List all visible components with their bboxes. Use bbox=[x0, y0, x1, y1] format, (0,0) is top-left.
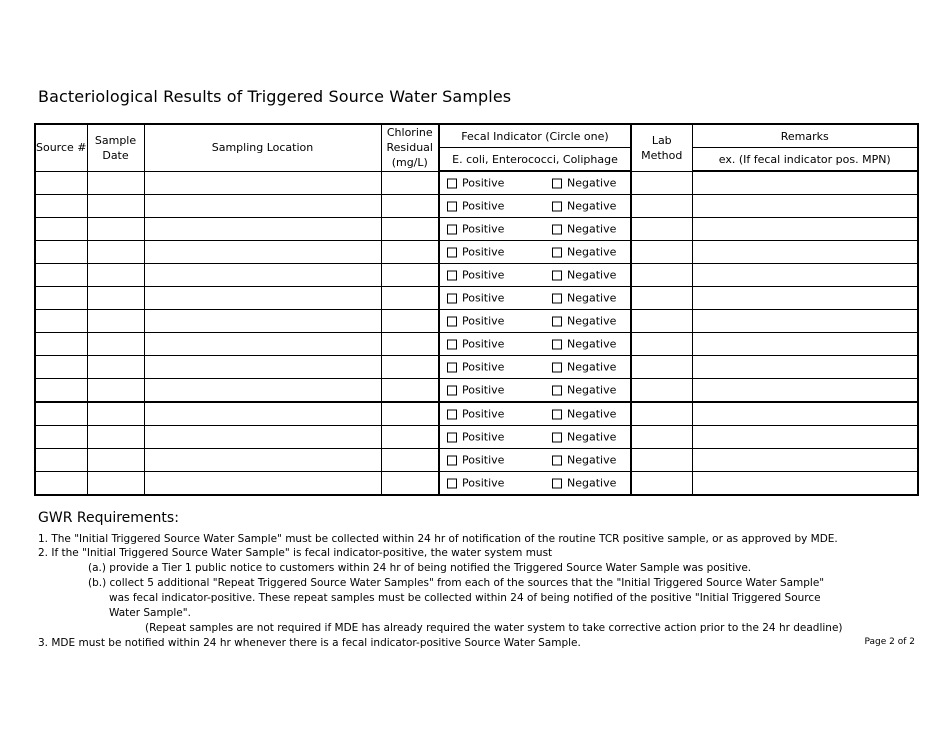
sampling-location-cell[interactable] bbox=[144, 310, 381, 333]
negative-checkbox[interactable] bbox=[552, 409, 562, 419]
chlorine-residual-cell[interactable] bbox=[381, 171, 439, 195]
chlorine-residual-cell[interactable] bbox=[381, 449, 439, 472]
requirement-2b-line1: (b.) collect 5 additional "Repeat Triggered Source Water Samples" from each of the sources that the "Initial Triggered Source Water Sample" bbox=[88, 577, 825, 589]
remarks-cell[interactable] bbox=[692, 402, 918, 426]
table-row bbox=[35, 472, 918, 496]
table-row bbox=[35, 264, 918, 287]
sample-date-cell[interactable] bbox=[87, 218, 144, 241]
positive-label: Positive bbox=[462, 314, 505, 328]
source-cell[interactable] bbox=[35, 449, 87, 472]
negative-label: Negative bbox=[567, 407, 617, 421]
requirement-2b-note: (Repeat samples are not required if MDE has already required the water system to take corrective action prior to the 24 hr deadline) bbox=[145, 622, 843, 634]
positive-checkbox[interactable] bbox=[447, 455, 457, 465]
negative-checkbox[interactable] bbox=[552, 432, 562, 442]
lab-method-cell[interactable] bbox=[631, 287, 692, 310]
remarks-cell[interactable] bbox=[692, 356, 918, 379]
requirement-2b-line2: was fecal indicator-positive. These repeat samples must be collected within 24 of being notified of the positive "Initial Triggered Source bbox=[109, 592, 821, 604]
positive-option[interactable] bbox=[447, 222, 504, 237]
positive-checkbox[interactable] bbox=[447, 432, 457, 442]
positive-option[interactable] bbox=[447, 407, 504, 422]
negative-label: Negative bbox=[567, 199, 617, 213]
negative-checkbox[interactable] bbox=[552, 362, 562, 372]
header-remarks: Remarks bbox=[692, 124, 918, 148]
fecal-indicator-cell bbox=[439, 379, 631, 403]
positive-label: Positive bbox=[462, 222, 505, 236]
negative-checkbox[interactable] bbox=[552, 270, 562, 280]
source-cell[interactable] bbox=[35, 333, 87, 356]
positive-checkbox[interactable] bbox=[447, 409, 457, 419]
negative-option[interactable] bbox=[552, 360, 616, 375]
gwr-heading: GWR Requirements: bbox=[38, 510, 179, 526]
source-cell[interactable] bbox=[35, 310, 87, 333]
negative-option[interactable] bbox=[552, 453, 616, 468]
sampling-location-cell[interactable] bbox=[144, 449, 381, 472]
table-row bbox=[35, 379, 918, 403]
remarks-cell[interactable] bbox=[692, 379, 918, 403]
positive-checkbox[interactable] bbox=[447, 201, 457, 211]
sample-date-cell[interactable] bbox=[87, 426, 144, 449]
sample-date-cell[interactable] bbox=[87, 310, 144, 333]
positive-label: Positive bbox=[462, 176, 505, 190]
source-cell[interactable] bbox=[35, 426, 87, 449]
requirement-1: 1. The "Initial Triggered Source Water Sample" must be collected within 24 hr of notification of the routine TCR positive sample, or as approved by MDE. bbox=[38, 533, 838, 545]
positive-option[interactable] bbox=[447, 476, 504, 491]
source-cell[interactable] bbox=[35, 171, 87, 195]
negative-checkbox[interactable] bbox=[552, 201, 562, 211]
chlorine-residual-cell[interactable] bbox=[381, 287, 439, 310]
positive-checkbox[interactable] bbox=[447, 478, 457, 488]
source-cell[interactable] bbox=[35, 218, 87, 241]
remarks-cell[interactable] bbox=[692, 449, 918, 472]
positive-label: Positive bbox=[462, 430, 505, 444]
negative-checkbox[interactable] bbox=[552, 293, 562, 303]
negative-label: Negative bbox=[567, 291, 617, 305]
results-table bbox=[34, 123, 919, 496]
positive-checkbox[interactable] bbox=[447, 293, 457, 303]
negative-checkbox[interactable] bbox=[552, 339, 562, 349]
negative-option[interactable] bbox=[552, 245, 616, 260]
requirement-2a: (a.) provide a Tier 1 public notice to customers within 24 hr of being notified the Triggered Source Water Sample was positive. bbox=[88, 562, 752, 574]
sampling-location-cell[interactable] bbox=[144, 287, 381, 310]
header-sample-date: Sample Date bbox=[87, 124, 144, 171]
sampling-location-cell[interactable] bbox=[144, 171, 381, 195]
positive-option[interactable] bbox=[447, 176, 504, 191]
chlorine-residual-cell[interactable] bbox=[381, 472, 439, 496]
negative-checkbox[interactable] bbox=[552, 478, 562, 488]
fecal-indicator-cell bbox=[439, 449, 631, 472]
sample-date-cell[interactable] bbox=[87, 241, 144, 264]
requirement-3: 3. MDE must be notified within 24 hr whenever there is a fecal indicator-positive Source Water Sample. bbox=[38, 637, 581, 649]
remarks-cell[interactable] bbox=[692, 218, 918, 241]
positive-label: Positive bbox=[462, 453, 505, 467]
sampling-location-cell[interactable] bbox=[144, 333, 381, 356]
negative-option[interactable] bbox=[552, 222, 616, 237]
negative-label: Negative bbox=[567, 176, 617, 190]
negative-option[interactable] bbox=[552, 268, 616, 283]
sampling-location-cell[interactable] bbox=[144, 472, 381, 496]
sample-date-cell[interactable] bbox=[87, 171, 144, 195]
remarks-cell[interactable] bbox=[692, 264, 918, 287]
positive-option[interactable] bbox=[447, 291, 504, 306]
requirement-2b-line3: Water Sample". bbox=[109, 607, 191, 619]
fecal-indicator-cell bbox=[439, 195, 631, 218]
positive-checkbox[interactable] bbox=[447, 270, 457, 280]
positive-label: Positive bbox=[462, 476, 505, 490]
fecal-indicator-cell bbox=[439, 402, 631, 426]
table-row bbox=[35, 333, 918, 356]
chlorine-residual-cell[interactable] bbox=[381, 379, 439, 403]
fecal-indicator-cell bbox=[439, 287, 631, 310]
chlorine-residual-cell[interactable] bbox=[381, 218, 439, 241]
positive-checkbox[interactable] bbox=[447, 224, 457, 234]
chlorine-residual-cell[interactable] bbox=[381, 195, 439, 218]
sampling-location-cell[interactable] bbox=[144, 195, 381, 218]
negative-option[interactable] bbox=[552, 337, 616, 352]
negative-checkbox[interactable] bbox=[552, 224, 562, 234]
negative-label: Negative bbox=[567, 476, 617, 490]
chlorine-residual-cell[interactable] bbox=[381, 241, 439, 264]
positive-option[interactable] bbox=[447, 199, 504, 214]
lab-method-cell[interactable] bbox=[631, 379, 692, 403]
table-row bbox=[35, 195, 918, 218]
positive-label: Positive bbox=[462, 291, 505, 305]
chlorine-residual-cell[interactable] bbox=[381, 356, 439, 379]
sampling-location-cell[interactable] bbox=[144, 402, 381, 426]
header-chlorine-residual: Chlorine Residual (mg/L) bbox=[381, 124, 439, 171]
lab-method-cell[interactable] bbox=[631, 218, 692, 241]
negative-checkbox[interactable] bbox=[552, 178, 562, 188]
source-cell[interactable] bbox=[35, 402, 87, 426]
positive-checkbox[interactable] bbox=[447, 385, 457, 395]
lab-method-cell[interactable] bbox=[631, 195, 692, 218]
positive-option[interactable] bbox=[447, 314, 504, 329]
fecal-indicator-cell bbox=[439, 218, 631, 241]
negative-option[interactable] bbox=[552, 176, 616, 191]
positive-checkbox[interactable] bbox=[447, 247, 457, 257]
sample-date-cell[interactable] bbox=[87, 472, 144, 496]
table-body bbox=[35, 171, 918, 495]
lab-method-cell[interactable] bbox=[631, 426, 692, 449]
lab-method-cell[interactable] bbox=[631, 333, 692, 356]
positive-label: Positive bbox=[462, 199, 505, 213]
negative-label: Negative bbox=[567, 314, 617, 328]
source-cell[interactable] bbox=[35, 379, 87, 403]
negative-option[interactable] bbox=[552, 199, 616, 214]
fecal-indicator-cell bbox=[439, 310, 631, 333]
fecal-indicator-cell bbox=[439, 241, 631, 264]
positive-checkbox[interactable] bbox=[447, 339, 457, 349]
chlorine-residual-cell[interactable] bbox=[381, 310, 439, 333]
positive-option[interactable] bbox=[447, 337, 504, 352]
sample-date-cell[interactable] bbox=[87, 195, 144, 218]
table-row bbox=[35, 310, 918, 333]
negative-checkbox[interactable] bbox=[552, 316, 562, 326]
header-fecal-subheader: E. coli, Enterococci, Coliphage bbox=[439, 148, 631, 172]
positive-option[interactable] bbox=[447, 430, 504, 445]
positive-option[interactable] bbox=[447, 268, 504, 283]
remarks-cell[interactable] bbox=[692, 426, 918, 449]
fecal-indicator-cell bbox=[439, 333, 631, 356]
remarks-cell[interactable] bbox=[692, 171, 918, 195]
negative-label: Negative bbox=[567, 268, 617, 282]
positive-checkbox[interactable] bbox=[447, 178, 457, 188]
negative-option[interactable] bbox=[552, 291, 616, 306]
negative-checkbox[interactable] bbox=[552, 455, 562, 465]
requirement-2: 2. If the "Initial Triggered Source Water Sample" is fecal indicator-positive, the water system must bbox=[38, 547, 553, 559]
negative-checkbox[interactable] bbox=[552, 247, 562, 257]
negative-label: Negative bbox=[567, 245, 617, 259]
sample-date-cell[interactable] bbox=[87, 264, 144, 287]
remarks-cell[interactable] bbox=[692, 333, 918, 356]
sampling-location-cell[interactable] bbox=[144, 264, 381, 287]
remarks-cell[interactable] bbox=[692, 310, 918, 333]
sample-date-cell[interactable] bbox=[87, 333, 144, 356]
fecal-indicator-cell bbox=[439, 264, 631, 287]
header-source: Source # bbox=[35, 124, 87, 171]
table-row bbox=[35, 402, 918, 426]
lab-method-cell[interactable] bbox=[631, 264, 692, 287]
page-title: Bacteriological Results of Triggered Source Water Samples bbox=[38, 87, 512, 106]
table-row bbox=[35, 218, 918, 241]
table-row bbox=[35, 241, 918, 264]
negative-option[interactable] bbox=[552, 314, 616, 329]
positive-label: Positive bbox=[462, 407, 505, 421]
positive-label: Positive bbox=[462, 383, 505, 397]
chlorine-residual-cell[interactable] bbox=[381, 426, 439, 449]
table-row bbox=[35, 449, 918, 472]
lab-method-cell[interactable] bbox=[631, 310, 692, 333]
remarks-cell[interactable] bbox=[692, 472, 918, 496]
sample-date-cell[interactable] bbox=[87, 356, 144, 379]
source-cell[interactable] bbox=[35, 195, 87, 218]
positive-checkbox[interactable] bbox=[447, 316, 457, 326]
positive-label: Positive bbox=[462, 245, 505, 259]
negative-label: Negative bbox=[567, 430, 617, 444]
negative-label: Negative bbox=[567, 360, 617, 374]
lab-method-cell[interactable] bbox=[631, 171, 692, 195]
lab-method-cell[interactable] bbox=[631, 449, 692, 472]
table-row bbox=[35, 171, 918, 195]
chlorine-residual-cell[interactable] bbox=[381, 402, 439, 426]
source-cell[interactable] bbox=[35, 287, 87, 310]
remarks-cell[interactable] bbox=[692, 195, 918, 218]
positive-option[interactable] bbox=[447, 360, 504, 375]
sampling-location-cell[interactable] bbox=[144, 356, 381, 379]
negative-label: Negative bbox=[567, 337, 617, 351]
sample-date-cell[interactable] bbox=[87, 402, 144, 426]
page-number: Page 2 of 2 bbox=[864, 637, 915, 647]
table-row bbox=[35, 356, 918, 379]
header-sampling-location: Sampling Location bbox=[144, 124, 381, 171]
fecal-indicator-cell bbox=[439, 171, 631, 195]
sampling-location-cell[interactable] bbox=[144, 426, 381, 449]
header-fecal-indicator: Fecal Indicator (Circle one) bbox=[439, 124, 631, 148]
remarks-cell[interactable] bbox=[692, 287, 918, 310]
positive-label: Positive bbox=[462, 268, 505, 282]
lab-method-cell[interactable] bbox=[631, 241, 692, 264]
sample-date-cell[interactable] bbox=[87, 287, 144, 310]
positive-label: Positive bbox=[462, 337, 505, 351]
negative-label: Negative bbox=[567, 453, 617, 467]
fecal-indicator-cell bbox=[439, 356, 631, 379]
positive-label: Positive bbox=[462, 360, 505, 374]
negative-label: Negative bbox=[567, 222, 617, 236]
positive-option[interactable] bbox=[447, 383, 504, 398]
remarks-cell[interactable] bbox=[692, 241, 918, 264]
negative-option[interactable] bbox=[552, 407, 616, 422]
chlorine-residual-cell[interactable] bbox=[381, 333, 439, 356]
lab-method-cell[interactable] bbox=[631, 402, 692, 426]
sample-date-cell[interactable] bbox=[87, 449, 144, 472]
sample-date-cell[interactable] bbox=[87, 379, 144, 403]
table-row bbox=[35, 426, 918, 449]
positive-checkbox[interactable] bbox=[447, 362, 457, 372]
fecal-indicator-cell bbox=[439, 472, 631, 496]
sampling-location-cell[interactable] bbox=[144, 218, 381, 241]
negative-option[interactable] bbox=[552, 430, 616, 445]
chlorine-residual-cell[interactable] bbox=[381, 264, 439, 287]
header-lab-method: Lab Method bbox=[631, 124, 692, 171]
positive-option[interactable] bbox=[447, 453, 504, 468]
source-cell[interactable] bbox=[35, 241, 87, 264]
fecal-indicator-cell bbox=[439, 426, 631, 449]
lab-method-cell[interactable] bbox=[631, 356, 692, 379]
table-row bbox=[35, 287, 918, 310]
header-remarks-subheader: ex. (If fecal indicator pos. MPN) bbox=[692, 148, 918, 172]
negative-option[interactable] bbox=[552, 383, 616, 398]
source-cell[interactable] bbox=[35, 356, 87, 379]
positive-option[interactable] bbox=[447, 245, 504, 260]
sampling-location-cell[interactable] bbox=[144, 379, 381, 403]
negative-checkbox[interactable] bbox=[552, 385, 562, 395]
negative-option[interactable] bbox=[552, 476, 616, 491]
source-cell[interactable] bbox=[35, 472, 87, 496]
sampling-location-cell[interactable] bbox=[144, 241, 381, 264]
lab-method-cell[interactable] bbox=[631, 472, 692, 496]
source-cell[interactable] bbox=[35, 264, 87, 287]
negative-label: Negative bbox=[567, 383, 617, 397]
